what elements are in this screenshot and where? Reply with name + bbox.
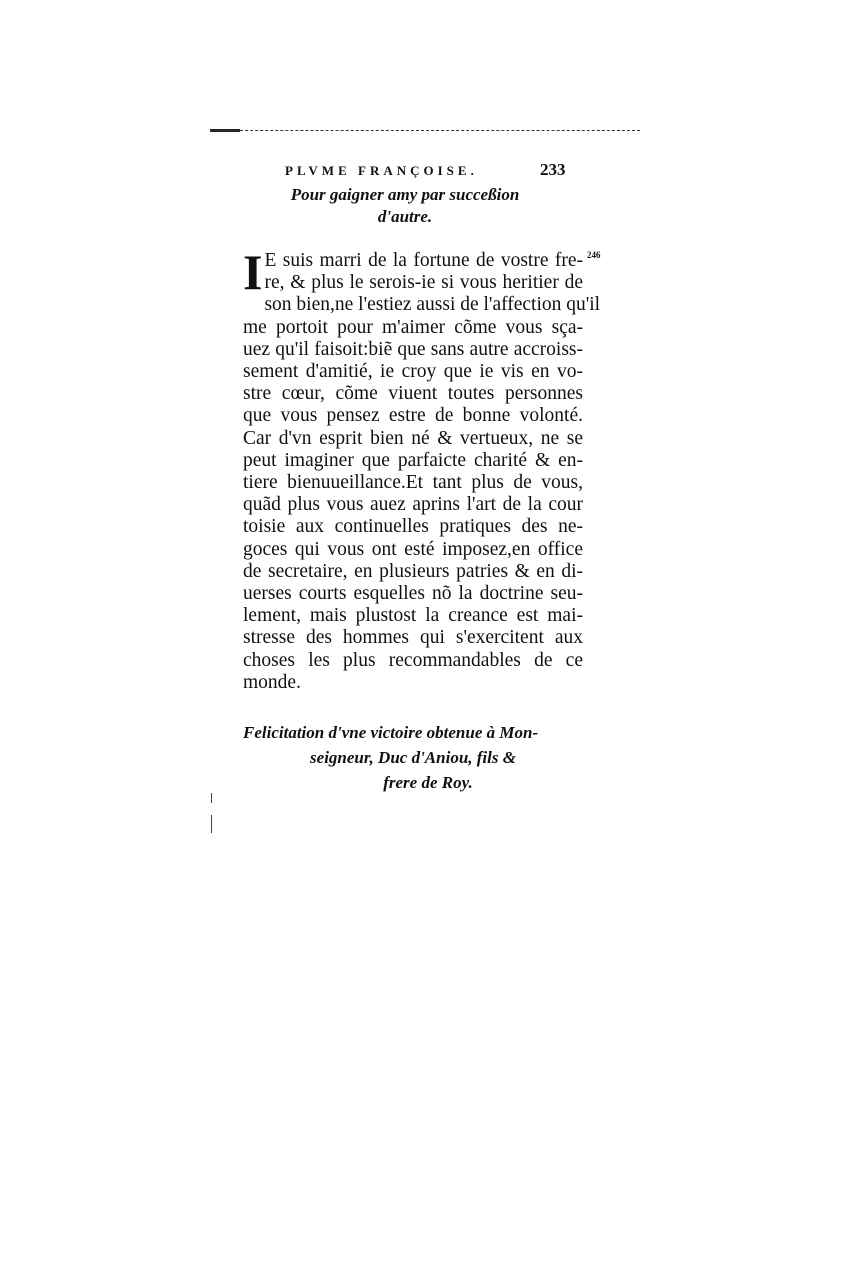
body-line: peut imaginer que parfaicte charité & en- <box>243 449 583 471</box>
next-letter-heading <box>243 720 583 795</box>
body-line: lement, mais plustost la creance est mai- <box>243 605 583 627</box>
top-rule <box>210 130 640 131</box>
body-line: monde. <box>243 671 301 693</box>
body-line: stresse des hommes qui s'exercitent aux <box>243 627 583 649</box>
body-line: de secretaire, en plusieurs patries & en di- <box>243 560 583 582</box>
body-line: uez qu'il faisoit:biẽ que sans autre accroiss- <box>243 338 583 360</box>
body-line: son bien,ne l'estiez aussi de l'affection qu'il <box>264 294 601 316</box>
drop-capital: I <box>243 244 263 300</box>
letter-heading-line-1: Pour gaigner amy par succeßion <box>290 185 520 204</box>
body-line: re, & plus le serois-ie si vous heritier de <box>264 272 583 294</box>
body-line: toisie aux continuelles pratiques des ne- <box>243 516 583 538</box>
body-line: E suis marri de la fortune de vostre fre- <box>264 250 583 271</box>
page-number: 233 <box>540 160 566 179</box>
body-line: tiere bienuueillance.Et tant plus de vous, <box>243 472 583 494</box>
body-line: me portoit pour m'aimer cõme vous sça- <box>243 316 583 338</box>
body-line: choses les plus recommandables de ce <box>243 649 583 671</box>
body-line: Car d'vn esprit bien né & vertueux, ne se <box>243 427 583 449</box>
body-line: sement d'amitié, ie croy que ie vis en vo- <box>243 361 583 383</box>
scan-speck <box>211 793 212 803</box>
next-heading-line-1: Felicitation d'vne victoire obtenue à Mon- <box>243 723 539 742</box>
next-heading-line-2: seigneur, Duc d'Aniou, fils & <box>310 748 516 767</box>
next-heading-line-3: frere de Roy. <box>383 773 473 792</box>
body-line: que vous pensez estre de bonne volonté. <box>243 405 583 427</box>
body-line: goces qui vous ont esté imposez,en office <box>243 538 583 560</box>
running-head-title: PLVME FRANÇOISE. <box>285 163 478 178</box>
body-line: quãd plus vous auez aprins l'art de la cour <box>243 494 583 516</box>
letter-heading <box>255 184 555 228</box>
body-line: stre cœur, cõme viuent toutes personnes <box>243 383 583 405</box>
body-line: uerses courts esquelles nõ la doctrine seu- <box>243 583 583 605</box>
letter-heading-line-2: d'autre. <box>377 207 433 226</box>
margin-note: 246 <box>587 250 601 260</box>
scan-speck <box>211 815 212 833</box>
